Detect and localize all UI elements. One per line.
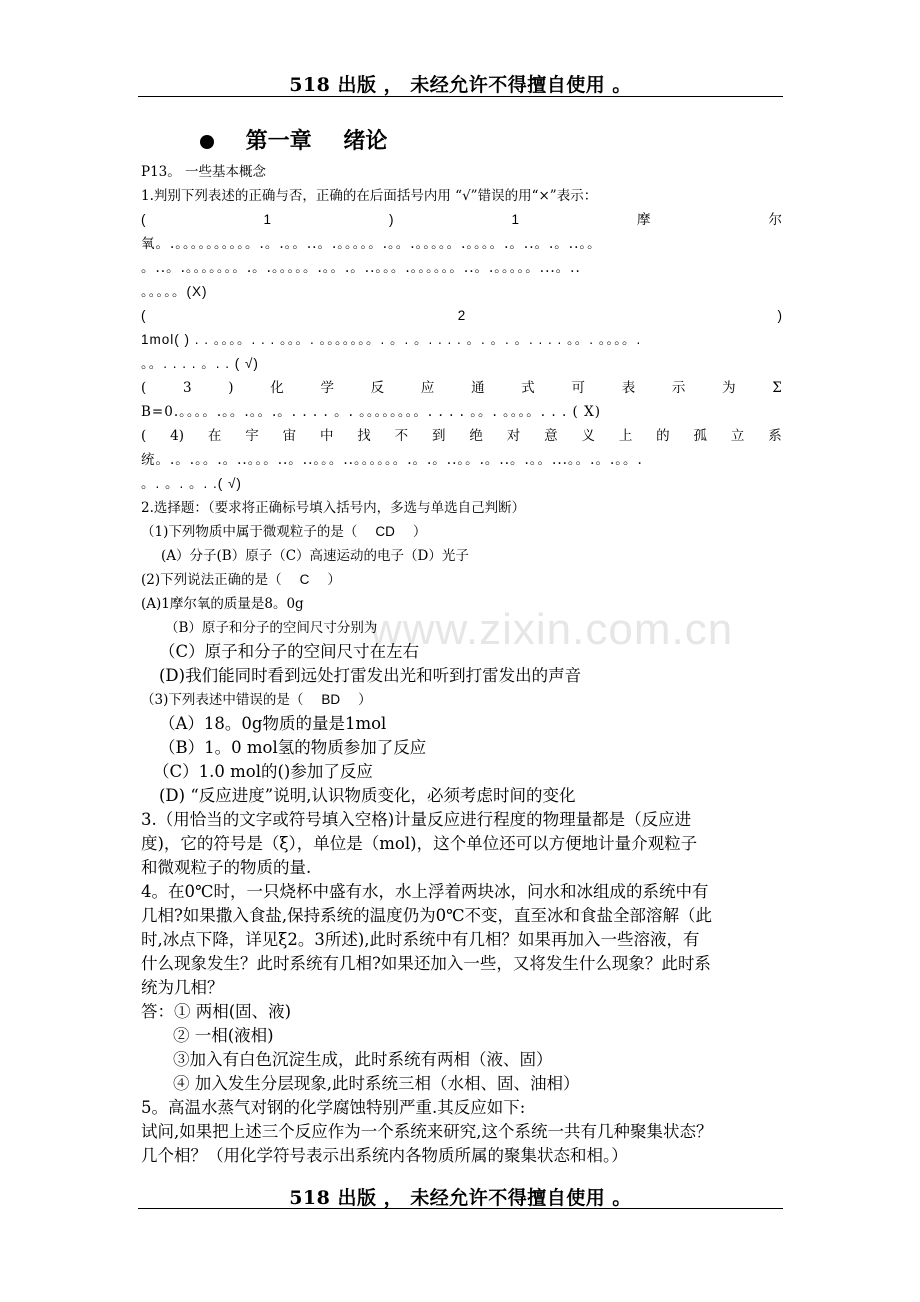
q4-answer-4: ④ 加入发生分层现象,此时系统三相（水相、固、油相） bbox=[173, 1074, 580, 1093]
page-header: 518 出版 ， 未经允许不得擅自使用 。 bbox=[289, 74, 632, 96]
chapter-title: 第一章 bbox=[245, 128, 312, 154]
q1-item1-line4: 。。。。。(X) bbox=[141, 284, 208, 299]
q1-item2-line3: 。。. . . . 。. . ( √) bbox=[141, 356, 259, 371]
q2-s3-option-c: （C）1.0 mol的()参加了反应 bbox=[153, 762, 373, 781]
q1-item2-line1: ( 2 ) bbox=[141, 308, 782, 323]
q2-s3-question: （3)下列表述中错误的是（ BD ） bbox=[141, 692, 372, 708]
q1-item3-line2: B=0.。。。。.。。.。。.。. . . . 。. 。。。。。。。。. . . . 。。. 。。。。. . . ( X) bbox=[141, 404, 601, 420]
footer-rule bbox=[138, 1208, 783, 1209]
q4-answer-1: 答：① 两相(固、液) bbox=[141, 1002, 292, 1021]
q2-s1-options: (A）分子(B）原子（C）高速运动的电子（D）光子 bbox=[161, 548, 469, 564]
q1-item4-line3: 。. 。. 。. .( √) bbox=[141, 476, 242, 491]
q1-item2-line2: 1mol( ) . . 。。。。. . . 。。。. 。。。。。。。. 。. 。. . . . 。. 。. 。. . . . 。。. 。。。。. bbox=[141, 332, 642, 347]
q4-line5: 统为几相？ bbox=[141, 978, 224, 997]
header-rule bbox=[138, 96, 783, 97]
q2-s3-option-b: （B）1。0 mol氢的物质参加了反应 bbox=[159, 738, 427, 757]
q2-s1-question: （1)下列物质中属于微观粒子的是（ CD ） bbox=[141, 524, 427, 540]
q1-intro: 1.判别下列表述的正确与否，正确的在后面括号内用 “√”错误的用“×”表示： bbox=[141, 188, 598, 204]
chapter-heading bbox=[200, 124, 387, 155]
q5-line2: 试问,如果把上述三个反应作为一个系统来研究,这个系统一共有几种聚集状态？ bbox=[141, 1122, 713, 1141]
q2-s1-answer: CD bbox=[375, 524, 395, 539]
watermark: www.zixin.com.cn bbox=[370, 605, 734, 654]
q1-item4-line1: ( 4) 在 宇 宙 中 找 不 到 绝 对 意 义 上 的 孤 立 系 bbox=[141, 428, 782, 444]
q2-intro: 2.选择题：（要求将正确标号填入括号内，多选与单选自己判断） bbox=[141, 500, 526, 516]
q2-s2-option-c: （C）原子和分子的空间尺寸在左右 bbox=[159, 642, 420, 661]
section-page: P13。 一些基本概念 bbox=[141, 164, 267, 180]
q4-line1: 4。在0℃时，一只烧杯中盛有水，水上浮着两块冰，问水和冰组成的系统中有 bbox=[141, 882, 709, 901]
q3-line3: 和微观粒子的物质的量. bbox=[141, 858, 312, 877]
q5-line3: 几个相？（用化学符号表示出系统内各物质所属的聚集状态和相。） bbox=[141, 1146, 628, 1165]
q2-s2-answer: C bbox=[299, 572, 310, 587]
q2-s3-option-d: (D) “反应进度”说明,认识物质变化，必须考虑时间的变化 bbox=[159, 786, 576, 805]
q3-line2: 度)，它的符号是（ξ），单位是（mol)，这个单位还可以方便地计量介观粒子 bbox=[141, 834, 698, 853]
q2-s3-answer: BD bbox=[321, 692, 341, 707]
q4-line3: 时,冰点下降，详见ξ2。3所述),此时系统中有几相？如果再加入一些溶液，有 bbox=[141, 930, 700, 949]
q4-answer-3: ③加入有白色沉淀生成，此时系统有两相（液、固） bbox=[173, 1050, 553, 1069]
q2-s3-option-a: （A）18。0g物质的量是1mol bbox=[159, 714, 387, 733]
q1-item1-line3: 。..。.。。。。。。。.。.。。。。。.。。.。..。。。.。。。。。。..。.。。。。。...。.. bbox=[141, 260, 581, 276]
q1-item3-line1: ( 3 ) 化 学 反 应 通 式 可 表 示 为 Σ bbox=[141, 380, 782, 396]
chapter-subtitle: 绪论 bbox=[343, 128, 388, 154]
q3-line1: 3.（用恰当的文字或符号填入空格)计量反应进行程度的物理量都是（反应进 bbox=[141, 810, 692, 829]
bullet-icon bbox=[200, 135, 214, 149]
q2-s2-option-a: (A)1摩尔氧的质量是8。0g bbox=[141, 596, 304, 612]
q4-answer-2: ② 一相(液相) bbox=[173, 1026, 274, 1045]
q4-line4: 什么现象发生？此时系统有几相?如果还加入一些，又将发生什么现象？此时系 bbox=[141, 954, 711, 973]
q5-line1: 5。高温水蒸气对钢的化学腐蚀特别严重.其反应如下: bbox=[141, 1098, 526, 1117]
q1-item1-line1: ( 1 ) 1 摩 尔 bbox=[141, 212, 782, 227]
q1-item1-line2: 氧。.。。。。。。。。。。.。.。。..。.。。。。。.。。.。。。。。.。。。。.。..。.。..。。 bbox=[141, 236, 602, 252]
page-footer: 518 出版 ， 未经允许不得擅自使用 。 bbox=[289, 1187, 632, 1209]
q4-line2: 几相?如果撒入食盐,保持系统的温度仍为0℃不变，直至冰和食盐全部溶解（此 bbox=[141, 906, 713, 925]
q1-item4-line2: 统。.。.。。.。..。。。..。..。。。..。。。。。。.。.。..。。.。..。.。。...。。.。.。。. bbox=[141, 452, 643, 468]
q2-s2-option-b: （B）原子和分子的空间尺寸分别为 bbox=[165, 620, 378, 636]
document-body bbox=[141, 160, 782, 1168]
q2-s2-option-d: (D)我们能同时看到远处打雷发出光和听到打雷发出的声音 bbox=[159, 666, 582, 685]
q2-s2-question: (2)下列说法正确的是（ C ） bbox=[141, 572, 341, 588]
